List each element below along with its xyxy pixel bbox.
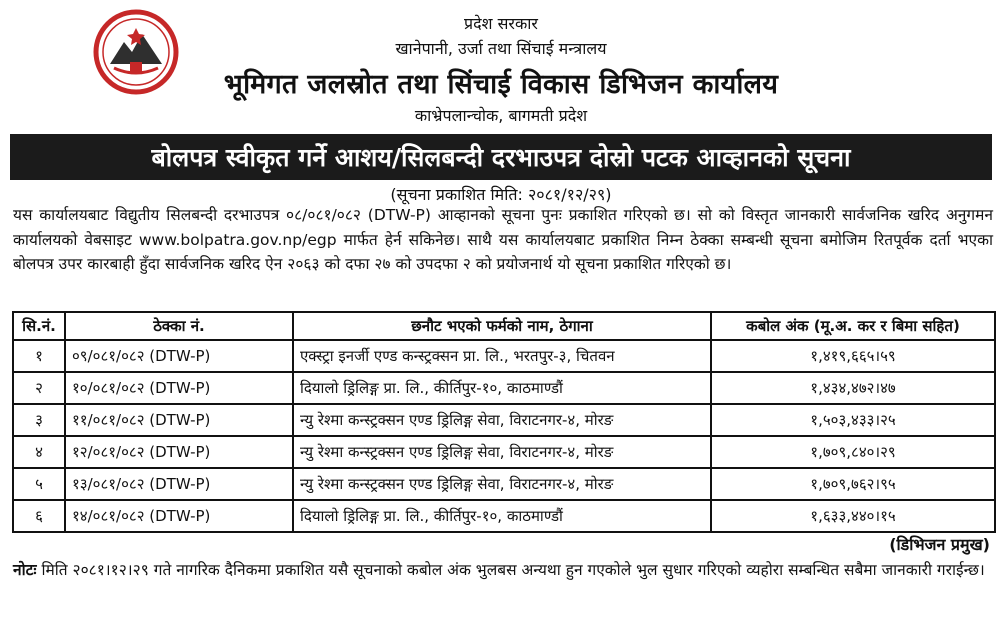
cell-firm: दियालो ड्रिलिङ्ग प्रा. लि., कीर्तिपुर-१०, काठमाण्डौं bbox=[293, 500, 711, 532]
header-government: प्रदेश सरकार bbox=[464, 14, 538, 33]
header-sn: सि.नं. bbox=[13, 312, 65, 340]
table-row bbox=[13, 372, 995, 404]
notice-title: बोलपत्र स्वीकृत गर्ने आशय/सिलबन्दी दरभाउपत्र दोस्रो पटक आव्हानको सूचना bbox=[151, 143, 851, 172]
header-firm: छनौट भएको फर्मको नाम, ठेगाना bbox=[293, 312, 711, 340]
table-row bbox=[13, 468, 995, 500]
cell-amount: १,६३३,४४०।१५ bbox=[711, 500, 995, 532]
table-row bbox=[13, 500, 995, 532]
cell-firm: एक्स्ट्रा इनर्जी एण्ड कन्स्ट्रक्सन प्रा. लि., भरतपुर-३, चितवन bbox=[293, 340, 711, 372]
cell-sn: ५ bbox=[13, 468, 65, 500]
header-location: काभ्रेपलान्चोक, बागमती प्रदेश bbox=[414, 106, 588, 125]
cell-sn: ६ bbox=[13, 500, 65, 532]
cell-sn: १ bbox=[13, 340, 65, 372]
cell-amount: १,४१९,६६५।५९ bbox=[711, 340, 995, 372]
header-contract: ठेक्का नं. bbox=[65, 312, 293, 340]
cell-amount: १,५०३,४३३।२५ bbox=[711, 404, 995, 436]
cell-amount: १,७०९,७६२।९५ bbox=[711, 468, 995, 500]
cell-amount: १,४३४,४७२।४७ bbox=[711, 372, 995, 404]
cell-contract: १०/०८१/०८२ (DTW-P) bbox=[65, 372, 293, 404]
notice-paragraph: यस कार्यालयबाट विद्युतीय सिलबन्दी दरभाउपत्र ०८/०८१/०८२ (DTW-P) आव्हानको सूचना पुनः प्रकाशित गरिएको छ। सो को विस्तृत जानकारी सार्वजनिक खरिद अनुगमन कार्यालयको वेबसाइट www.bolpatra.gov.np/egp मार्फत हेर्न सकिनेछ। साथै यस कार्यालयबाट प्रकाशित निम्न ठेक्का सम्बन्धी सूचना बमोजिम रितपूर्वक दर्ता भएका बोलपत्र उपर कारबाही हुँदा सार्वजनिक खरिद ऐन २०६३ को दफा २७ को उपदफा २ को प्रयोजनार्थ यो सूचना प्रकाशित गरिएको छ। bbox=[13, 206, 993, 273]
cell-contract: ११/०८१/०८२ (DTW-P) bbox=[65, 404, 293, 436]
cell-sn: ३ bbox=[13, 404, 65, 436]
table-header-row bbox=[13, 312, 995, 340]
notice-title-banner bbox=[10, 134, 992, 180]
correction-note bbox=[13, 555, 993, 585]
header-office-name: भूमिगत जलस्रोत तथा सिंचाई विकास डिभिजन कार्यालय bbox=[223, 69, 779, 100]
bid-table bbox=[12, 311, 996, 533]
cell-sn: २ bbox=[13, 372, 65, 404]
cell-firm: न्यु रेश्मा कन्स्ट्रक्सन एण्ड ड्रिलिङ्ग सेवा, विराटनगर-४, मोरङ bbox=[293, 404, 711, 436]
publish-date: (सूचना प्रकाशित मिति: २०८१/१२/२९) bbox=[390, 185, 612, 204]
table-row bbox=[13, 436, 995, 468]
cell-amount: १,७०९,८४०।२९ bbox=[711, 436, 995, 468]
cell-contract: १३/०८१/०८२ (DTW-P) bbox=[65, 468, 293, 500]
document-header bbox=[0, 0, 1002, 130]
signer-title: (डिभिजन प्रमुख) bbox=[889, 535, 990, 554]
table-row bbox=[13, 404, 995, 436]
table-row bbox=[13, 340, 995, 372]
header-ministry: खानेपानी, उर्जा तथा सिंचाई मन्त्रालय bbox=[395, 39, 607, 58]
cell-contract: १४/०८१/०८२ (DTW-P) bbox=[65, 500, 293, 532]
cell-contract: ०९/०८१/०८२ (DTW-P) bbox=[65, 340, 293, 372]
note-label: नोटः bbox=[13, 561, 37, 579]
cell-firm: न्यु रेश्मा कन्स्ट्रक्सन एण्ड ड्रिलिङ्ग सेवा, विराटनगर-४, मोरङ bbox=[293, 436, 711, 468]
cell-firm: दियालो ड्रिलिङ्ग प्रा. लि., कीर्तिपुर-१०, काठमाण्डौं bbox=[293, 372, 711, 404]
cell-firm: न्यु रेश्मा कन्स्ट्रक्सन एण्ड ड्रिलिङ्ग सेवा, विराटनगर-४, मोरङ bbox=[293, 468, 711, 500]
note-text: मिति २०८१।१२।२९ गते नागरिक दैनिकमा प्रकाशित यसै सूचनाको कबोल अंक भुलबस अन्यथा हुन गएकोले भुल सुधार गरिएको व्यहोरा सम्बन्धित सबैमा जानकारी गराईन्छ। bbox=[41, 561, 985, 579]
cell-sn: ४ bbox=[13, 436, 65, 468]
cell-contract: १२/०८१/०८२ (DTW-P) bbox=[65, 436, 293, 468]
header-amount: कबोल अंक (मू.अ. कर र बिमा सहित) bbox=[711, 312, 995, 340]
